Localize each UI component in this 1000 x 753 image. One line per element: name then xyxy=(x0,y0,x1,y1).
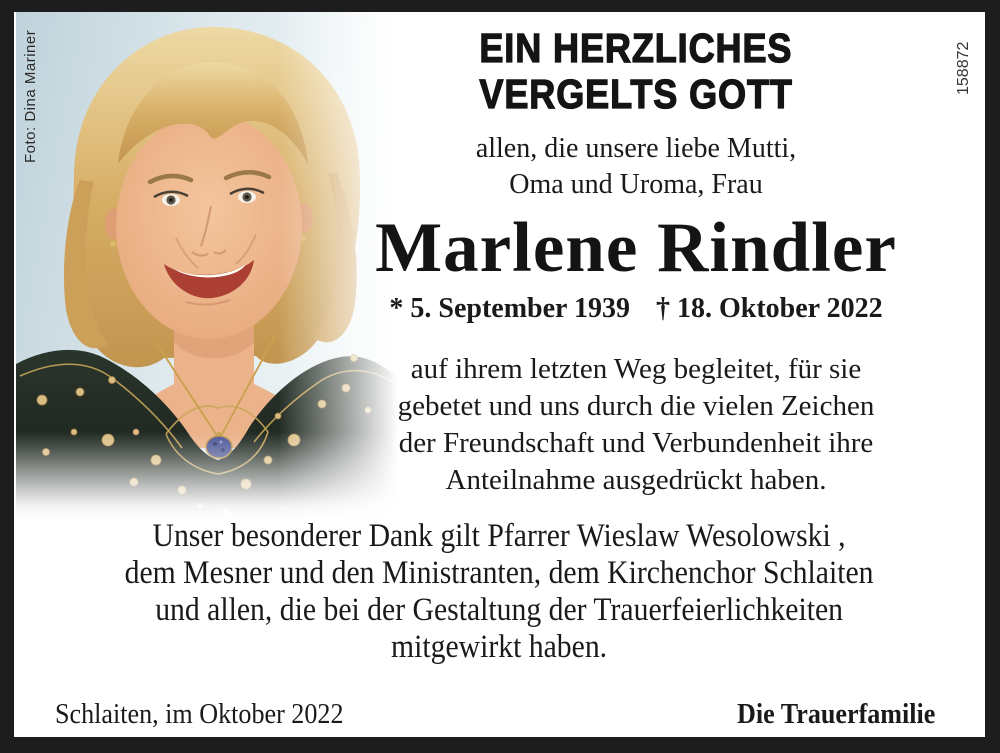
headline-line-1: EIN HERZLICHES xyxy=(479,25,793,71)
notice-card xyxy=(14,12,985,737)
birth-date: * 5. September 1939 xyxy=(389,293,630,324)
thanks-line: Unser besonderer Dank gilt Pfarrer Wieslaw Wesolowski , xyxy=(152,518,847,554)
footer xyxy=(55,698,935,731)
tribute-line: gebetet und uns durch die vielen Zeichen xyxy=(397,390,875,422)
place-date: Schlaiten, im Oktober 2022 xyxy=(55,698,344,730)
tribute-line: der Freundschaft und Verbundenheit ihre xyxy=(398,427,874,459)
intro-text xyxy=(362,131,910,203)
thanks-line: mitgewirkt haben. xyxy=(391,629,608,665)
death-date: † 18. Oktober 2022 xyxy=(655,293,883,324)
headline xyxy=(362,25,910,117)
signature: Die Trauerfamilie xyxy=(736,698,935,730)
intro-line-1: allen, die unsere liebe Mutti, xyxy=(475,133,797,164)
intro-line-2: Oma und Uroma, Frau xyxy=(509,169,763,200)
life-dates xyxy=(362,293,910,325)
photo-credit: Foto: Dina Mariner xyxy=(22,29,39,163)
tribute-line: auf ihrem letzten Weg begleitet, für sie xyxy=(410,353,862,385)
tribute-paragraph xyxy=(362,351,910,499)
ref-number: 158872 xyxy=(955,41,972,95)
portrait-photo xyxy=(16,12,398,520)
headline-line-2: VERGELTS GOTT xyxy=(479,71,793,117)
earring xyxy=(110,241,116,247)
thanks-line: dem Mesner und den Ministranten, dem Kirchenchor Schlaiten xyxy=(125,555,874,591)
photo-bottom-fade xyxy=(16,432,398,520)
deceased-name: Marlene Rindler xyxy=(375,209,897,287)
tribute-line: Anteilnahme ausgedrückt haben. xyxy=(445,464,827,496)
thanks-line: und allen, die bei der Gestaltung der Trauerfeierlichkeiten xyxy=(155,592,844,628)
face xyxy=(116,113,302,339)
thanks-paragraph xyxy=(14,518,985,666)
